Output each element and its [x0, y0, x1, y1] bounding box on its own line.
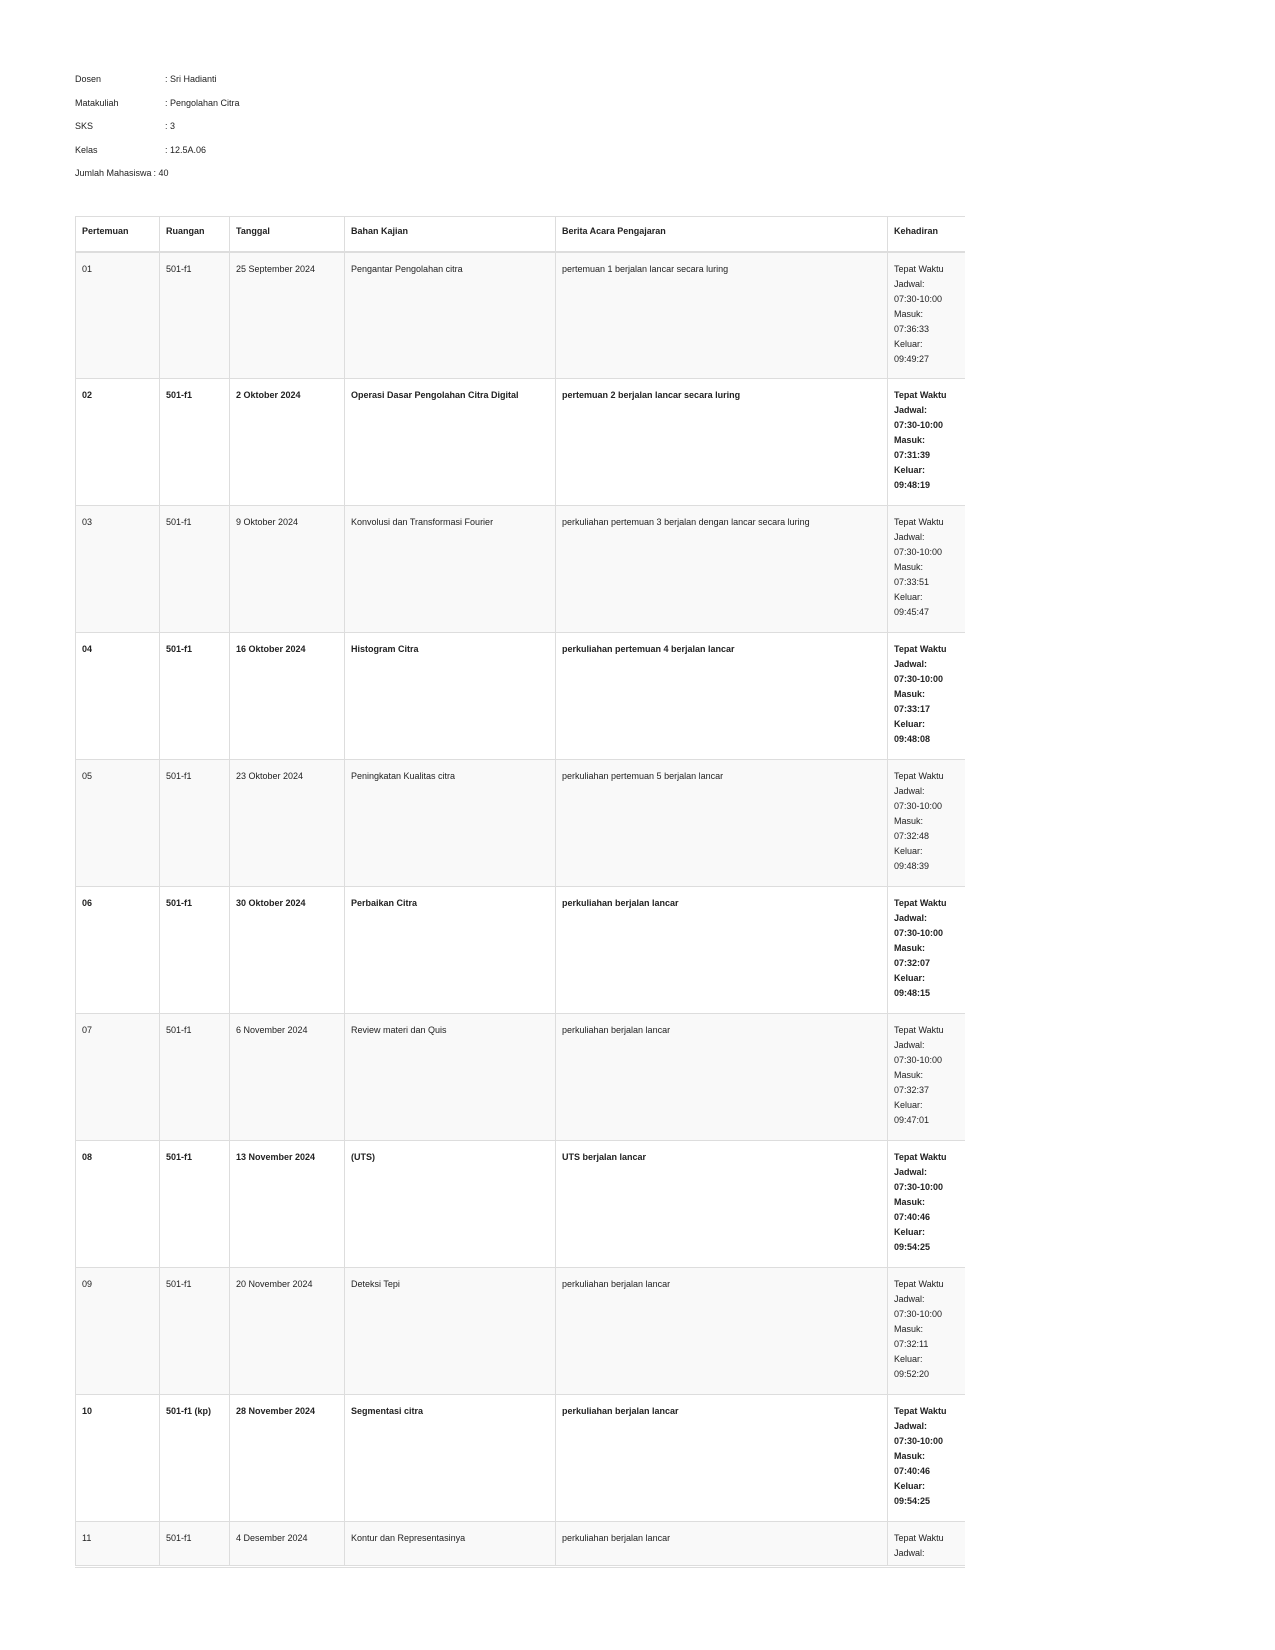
cell-tanggal: 16 Oktober 2024 [230, 633, 345, 760]
info-label: Kelas [75, 144, 98, 155]
header-pertemuan: Pertemuan [76, 217, 160, 252]
keluar-label: Keluar: [894, 1227, 926, 1237]
cell-kehadiran [888, 887, 966, 1014]
attendance-status: Tepat Waktu [894, 263, 944, 274]
table-row [76, 252, 966, 379]
info-row-kelas [75, 145, 240, 169]
cell-tanggal: 4 Desember 2024 [230, 1522, 345, 1566]
keluar-value: 09:54:25 [894, 1496, 931, 1506]
keluar-label: Keluar: [894, 338, 923, 349]
masuk-label: Masuk: [894, 689, 926, 699]
jadwal-label: Jadwal: [894, 1167, 928, 1177]
jadwal-label: Jadwal: [894, 786, 925, 796]
attendance-status: Tepat Waktu [894, 1025, 944, 1035]
cell-berita-acara: perkuliahan berjalan lancar [556, 1522, 888, 1566]
jadwal-label: Jadwal: [894, 659, 928, 669]
cell-ruangan: 501-f1 [160, 1268, 230, 1395]
attendance-status: Tepat Waktu [894, 1406, 947, 1416]
masuk-value: 07:32:37 [894, 1085, 930, 1095]
jadwal-value: 07:30-10:00 [894, 547, 943, 557]
masuk-label: Masuk: [894, 562, 924, 572]
masuk-label: Masuk: [894, 1197, 926, 1207]
cell-bahan-kajian: Segmentasi citra [345, 1395, 556, 1522]
jadwal-value: 07:30-10:00 [894, 1309, 943, 1319]
cell-tanggal: 28 November 2024 [230, 1395, 345, 1522]
masuk-label: Masuk: [894, 1324, 924, 1334]
jadwal-label: Jadwal: [894, 405, 928, 415]
keluar-label: Keluar: [894, 1481, 926, 1491]
cell-bahan-kajian: Pengantar Pengolahan citra [345, 252, 556, 379]
cell-kehadiran [888, 1141, 966, 1268]
cell-bahan-kajian: Konvolusi dan Transformasi Fourier [345, 506, 556, 633]
cell-ruangan: 501-f1 [160, 379, 230, 506]
info-label: Jumlah Mahasiswa [75, 168, 152, 178]
course-info [75, 74, 240, 192]
info-row-jumlah-mahasiswa [75, 168, 240, 192]
jadwal-label: Jadwal: [894, 278, 925, 289]
masuk-value: 07:40:46 [894, 1212, 931, 1222]
keluar-label: Keluar: [894, 973, 926, 983]
keluar-value: 09:49:27 [894, 353, 930, 364]
attendance-table [75, 216, 965, 1566]
jadwal-label: Jadwal: [894, 913, 928, 923]
cell-ruangan: 501-f1 [160, 760, 230, 887]
keluar-value: 09:52:20 [894, 1369, 930, 1379]
masuk-value: 07:36:33 [894, 323, 930, 334]
keluar-label: Keluar: [894, 1354, 923, 1364]
info-label: Dosen [75, 74, 102, 84]
cell-ruangan: 501-f1 [160, 887, 230, 1014]
masuk-value: 07:33:17 [894, 704, 931, 714]
masuk-value: 07:32:07 [894, 958, 931, 968]
table-header-row [76, 217, 966, 252]
jadwal-value: 07:30-10:00 [894, 1436, 944, 1446]
jadwal-label: Jadwal: [894, 1421, 928, 1431]
cell-berita-acara: pertemuan 2 berjalan lancar secara luring [556, 379, 888, 506]
cell-bahan-kajian: Kontur dan Representasinya [345, 1522, 556, 1566]
masuk-label: Masuk: [894, 435, 926, 445]
keluar-value: 09:54:25 [894, 1242, 931, 1252]
cell-pertemuan: 05 [76, 760, 160, 887]
table-row [76, 760, 966, 887]
masuk-label: Masuk: [894, 943, 926, 953]
info-value: : 3 [165, 121, 176, 131]
table-row [76, 1395, 966, 1522]
cell-berita-acara: perkuliahan berjalan lancar [556, 887, 888, 1014]
info-row-matakuliah [75, 98, 240, 122]
keluar-label: Keluar: [894, 592, 923, 602]
table-row [76, 379, 966, 506]
keluar-value: 09:48:19 [894, 480, 931, 490]
header-ruangan: Ruangan [160, 217, 230, 252]
cell-ruangan: 501-f1 [160, 252, 230, 379]
table-row [76, 506, 966, 633]
attendance-status: Tepat Waktu [894, 771, 944, 781]
jadwal-label: Jadwal: [894, 1548, 925, 1558]
keluar-value: 09:45:47 [894, 607, 930, 617]
cell-pertemuan: 04 [76, 633, 160, 760]
cell-berita-acara: perkuliahan pertemuan 4 berjalan lancar [556, 633, 888, 760]
info-value: : Pengolahan Citra [165, 97, 240, 108]
attendance-status: Tepat Waktu [894, 390, 947, 400]
cell-tanggal: 20 November 2024 [230, 1268, 345, 1395]
cell-bahan-kajian: Histogram Citra [345, 633, 556, 760]
keluar-value: 09:48:39 [894, 861, 930, 871]
cell-kehadiran [888, 760, 966, 887]
cell-pertemuan: 09 [76, 1268, 160, 1395]
masuk-label: Masuk: [894, 308, 924, 319]
cell-ruangan: 501-f1 [160, 1014, 230, 1141]
jadwal-value: 07:30-10:00 [894, 1182, 944, 1192]
cell-bahan-kajian: Peningkatan Kualitas citra [345, 760, 556, 887]
cell-berita-acara: pertemuan 1 berjalan lancar secara luring [556, 252, 888, 379]
cell-berita-acara: perkuliahan berjalan lancar [556, 1268, 888, 1395]
cell-tanggal: 30 Oktober 2024 [230, 887, 345, 1014]
attendance-status: Tepat Waktu [894, 517, 944, 527]
jadwal-value: 07:30-10:00 [894, 928, 944, 938]
cell-pertemuan: 01 [76, 252, 160, 379]
header-berita-acara: Berita Acara Pengajaran [556, 217, 888, 252]
keluar-label: Keluar: [894, 465, 926, 475]
keluar-value: 09:48:08 [894, 734, 931, 744]
cell-kehadiran [888, 1395, 966, 1522]
cell-bahan-kajian: Review materi dan Quis [345, 1014, 556, 1141]
cell-ruangan: 501-f1 [160, 633, 230, 760]
cell-bahan-kajian: (UTS) [345, 1141, 556, 1268]
header-bahan-kajian: Bahan Kajian [345, 217, 556, 252]
masuk-value: 07:33:51 [894, 577, 930, 587]
cell-berita-acara: perkuliahan berjalan lancar [556, 1014, 888, 1141]
masuk-value: 07:32:11 [894, 1339, 929, 1349]
table-row [76, 887, 966, 1014]
table-row [76, 1522, 966, 1566]
cell-tanggal: 13 November 2024 [230, 1141, 345, 1268]
cell-tanggal: 23 Oktober 2024 [230, 760, 345, 887]
attendance-status: Tepat Waktu [894, 1279, 944, 1289]
info-row-sks [75, 121, 240, 145]
cell-pertemuan: 11 [76, 1522, 160, 1566]
masuk-label: Masuk: [894, 1070, 924, 1080]
cell-pertemuan: 07 [76, 1014, 160, 1141]
cell-bahan-kajian: Deteksi Tepi [345, 1268, 556, 1395]
attendance-status: Tepat Waktu [894, 1533, 944, 1543]
attendance-status: Tepat Waktu [894, 644, 947, 654]
cell-kehadiran [888, 633, 966, 760]
cell-berita-acara: UTS berjalan lancar [556, 1141, 888, 1268]
jadwal-value: 07:30-10:00 [894, 293, 943, 304]
cell-kehadiran [888, 1268, 966, 1395]
cell-kehadiran [888, 252, 966, 379]
jadwal-label: Jadwal: [894, 532, 925, 542]
cell-kehadiran [888, 1014, 966, 1141]
header-tanggal: Tanggal [230, 217, 345, 252]
cell-ruangan: 501-f1 [160, 506, 230, 633]
info-value: : 12.5A.06 [165, 144, 207, 155]
cell-pertemuan: 03 [76, 506, 160, 633]
cell-tanggal: 25 September 2024 [230, 252, 345, 379]
masuk-value: 07:31:39 [894, 450, 931, 460]
masuk-value: 07:40:46 [894, 1466, 931, 1476]
keluar-value: 09:48:15 [894, 988, 931, 998]
jadwal-label: Jadwal: [894, 1294, 925, 1304]
cell-ruangan: 501-f1 [160, 1522, 230, 1566]
table-row [76, 1141, 966, 1268]
cell-kehadiran [888, 1522, 966, 1566]
jadwal-value: 07:30-10:00 [894, 1055, 943, 1065]
cell-bahan-kajian: Operasi Dasar Pengolahan Citra Digital [345, 379, 556, 506]
cell-bahan-kajian: Perbaikan Citra [345, 887, 556, 1014]
attendance-status: Tepat Waktu [894, 898, 947, 908]
keluar-label: Keluar: [894, 719, 926, 729]
table-row [76, 1014, 966, 1141]
cell-tanggal: 6 November 2024 [230, 1014, 345, 1141]
cell-kehadiran [888, 379, 966, 506]
cell-ruangan: 501-f1 (kp) [160, 1395, 230, 1522]
attendance-status: Tepat Waktu [894, 1152, 947, 1162]
cell-berita-acara: perkuliahan pertemuan 5 berjalan lancar [556, 760, 888, 887]
attendance-table-container [75, 216, 965, 1568]
masuk-label: Masuk: [894, 1451, 926, 1461]
info-label: SKS [75, 121, 94, 131]
masuk-label: Masuk: [894, 816, 924, 826]
cell-kehadiran [888, 506, 966, 633]
cell-berita-acara: perkuliahan pertemuan 3 berjalan dengan lancar secara luring [556, 506, 888, 633]
cell-pertemuan: 08 [76, 1141, 160, 1268]
cell-ruangan: 501-f1 [160, 1141, 230, 1268]
cell-tanggal: 9 Oktober 2024 [230, 506, 345, 633]
info-value: : 40 [153, 168, 169, 178]
jadwal-label: Jadwal: [894, 1040, 925, 1050]
cell-pertemuan: 02 [76, 379, 160, 506]
table-row [76, 1268, 966, 1395]
keluar-value: 09:47:01 [894, 1115, 930, 1125]
cell-pertemuan: 10 [76, 1395, 160, 1522]
info-row-dosen [75, 74, 240, 98]
masuk-value: 07:32:48 [894, 831, 930, 841]
keluar-label: Keluar: [894, 846, 923, 856]
cell-berita-acara: perkuliahan berjalan lancar [556, 1395, 888, 1522]
keluar-label: Keluar: [894, 1100, 923, 1110]
jadwal-value: 07:30-10:00 [894, 674, 944, 684]
cell-pertemuan: 06 [76, 887, 160, 1014]
info-value: : Sri Hadianti [165, 74, 217, 84]
table-row [76, 633, 966, 760]
info-label: Matakuliah [75, 97, 119, 108]
cell-tanggal: 2 Oktober 2024 [230, 379, 345, 506]
header-kehadiran: Kehadiran [888, 217, 966, 252]
jadwal-value: 07:30-10:00 [894, 420, 944, 430]
jadwal-value: 07:30-10:00 [894, 801, 943, 811]
